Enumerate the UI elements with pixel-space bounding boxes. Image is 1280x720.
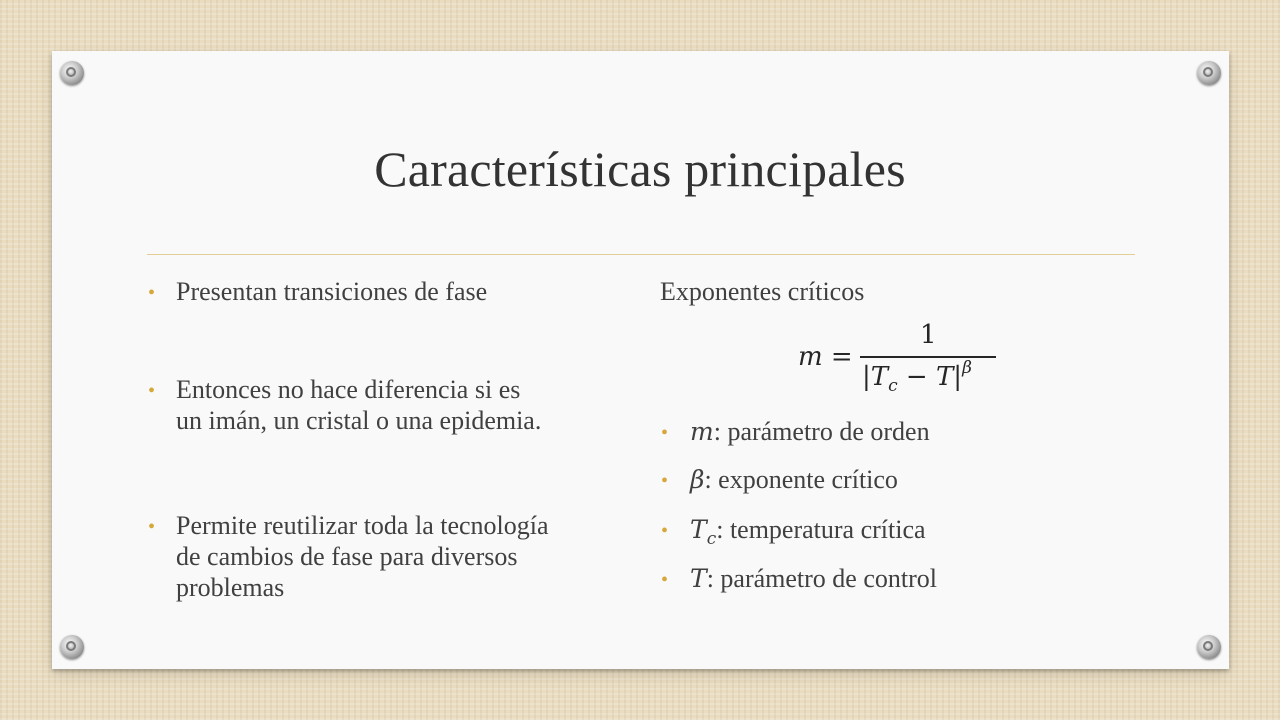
title-divider	[147, 254, 1135, 255]
definition-text: : parámetro de orden	[713, 417, 930, 446]
definition-symbol: m	[690, 417, 714, 446]
definition-symbol: T	[690, 515, 707, 544]
left-bullet-2-line-2: un imán, un cristal o una epidemia.	[176, 406, 542, 435]
definition-t	[690, 563, 937, 594]
left-bullet-2-line-1: Entonces no hace diferencia si es	[176, 375, 521, 404]
definition-text: : parámetro de control	[706, 564, 937, 593]
definition-text: : exponente crítico	[704, 465, 898, 494]
den-rest: − T|	[897, 362, 963, 392]
bullet-icon: •	[661, 569, 669, 591]
bullet-icon: •	[148, 282, 156, 304]
formula-lhs: m =	[798, 342, 853, 372]
order-parameter-formula	[790, 318, 1000, 398]
den-open: |T	[862, 362, 889, 392]
rivet-top-left-icon	[60, 61, 84, 85]
fraction-bar	[860, 356, 996, 358]
bullet-icon: •	[148, 516, 156, 538]
definition-subscript: c	[706, 529, 717, 549]
rivet-top-right-icon	[1197, 61, 1221, 85]
definition-m	[690, 416, 930, 447]
bullet-icon: •	[661, 520, 669, 542]
definition-beta	[690, 464, 898, 495]
definition-symbol: T	[690, 564, 707, 593]
definition-symbol: β	[690, 465, 705, 494]
bullet-icon: •	[661, 470, 669, 492]
den-superscript: β	[962, 358, 972, 378]
left-bullet-3-line-3: problemas	[176, 573, 285, 602]
left-bullet-3-line-1: Permite reutilizar toda la tecnología	[176, 511, 549, 540]
rivet-bottom-right-icon	[1197, 635, 1221, 659]
den-subscript: c	[888, 376, 898, 396]
left-bullet-3-line-2: de cambios de fase para diversos	[176, 542, 518, 571]
definition-text: : temperatura crítica	[716, 515, 926, 544]
left-bullet-1: Presentan transiciones de fase	[176, 277, 488, 306]
rivet-bottom-left-icon	[60, 635, 84, 659]
slide-title: Características principales	[374, 141, 906, 197]
bullet-icon: •	[148, 380, 156, 402]
definition-tc	[690, 514, 926, 549]
formula-numerator: 1	[920, 320, 937, 350]
right-heading: Exponentes críticos	[660, 277, 865, 306]
formula-denominator	[862, 358, 972, 396]
bullet-icon: •	[661, 422, 669, 444]
